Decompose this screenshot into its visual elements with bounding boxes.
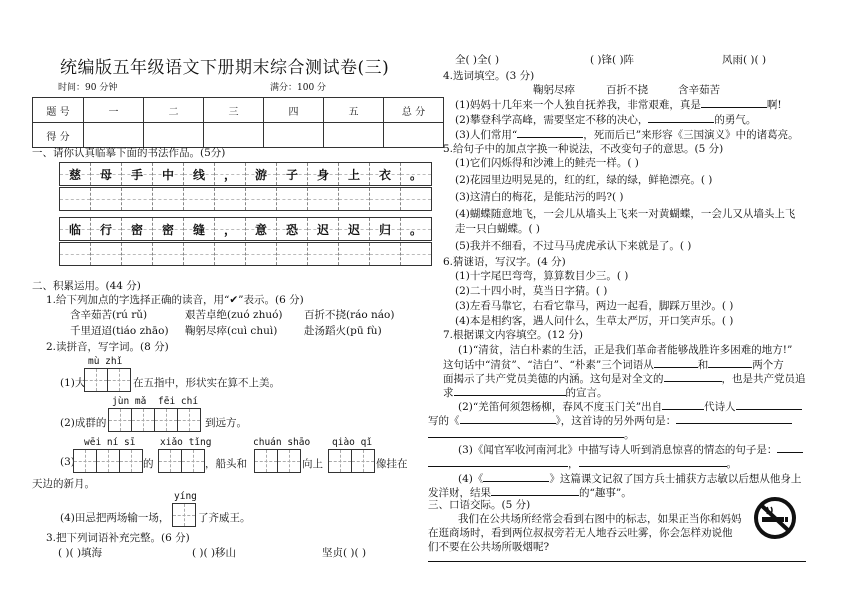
answer-blank[interactable]	[736, 398, 802, 410]
answer-blank[interactable]	[654, 356, 698, 368]
q4-3-text: (3)人们常用“ ，死而后已”来形容《三国演义》中的诸葛亮。	[455, 126, 799, 142]
oral-prompt: 我们在公共场所经常会看到右图中的标志，如果正当你和妈妈	[458, 513, 742, 525]
q7-prompt: 7.根据课文内容填空。(12 分)	[443, 329, 583, 341]
q5-item[interactable]: (1)它们闪烁得和沙滩上的鲑壳一样。( )	[455, 157, 639, 169]
q5-item[interactable]: 走一只白蝴蝶。( )	[455, 223, 541, 235]
pinyin-hint: mù zhǐ	[88, 356, 123, 367]
score-header-cell: 总 分	[384, 98, 444, 123]
calligraphy-char: 母	[91, 163, 122, 185]
q2-4-text: (4)田忌把两场输一场，	[60, 512, 170, 524]
q4-prompt: 4.选词填空。(3 分)	[443, 70, 535, 82]
score-header-cell: 题 号	[33, 98, 84, 123]
calligraphy-char: 上	[339, 163, 370, 185]
calligraphy-char: 缝	[184, 218, 215, 240]
answer-blank[interactable]	[428, 455, 568, 467]
answer-blank[interactable]	[662, 398, 704, 410]
write-box[interactable]	[73, 449, 143, 473]
pinyin-choice[interactable]: 艰苦卓绝(zuó zhuó)	[185, 309, 283, 321]
riddle-item[interactable]: (3)左看马靠它，右看它靠马，两边一起看，脚踩万里沙。( )	[455, 300, 734, 312]
write-box[interactable]	[108, 408, 201, 432]
answer-blank[interactable]	[517, 126, 583, 138]
idiom-blank[interactable]: 风雨( )( )	[722, 54, 767, 66]
oral-prompt: 在逛商场时，看到两位叔叔旁若无人地吞云吐雾，你会怎样劝说他	[428, 527, 733, 539]
calligraphy-char: 密	[153, 218, 184, 240]
q2-3-text: 像挂在	[376, 458, 408, 470]
calligraphy-line-2	[59, 217, 432, 241]
q2-4-text: 了齐威王。	[198, 512, 251, 524]
q2-3-text: 向上	[302, 458, 323, 470]
q1-prompt: 1.给下列加点的字选择正确的读音，用“✔”表示。(6 分)	[46, 294, 304, 306]
calligraphy-char: 意	[246, 218, 277, 240]
q2-2-text: (2)成群的	[60, 417, 107, 429]
answer-blank[interactable]	[491, 484, 579, 496]
q7-2-text: 写的《 》，这首诗的另外两句是：	[428, 412, 792, 428]
calligraphy-char: 。	[401, 218, 431, 240]
q7-1-text: 这句话中“清贫”、“洁白”、“朴素”三个词语从 和 两个方	[443, 356, 784, 372]
q7-1-text: 面揭示了共产党员美德的内涵。这句是对全文的 ，也是共产党员追	[443, 370, 806, 386]
q5-prompt: 5.给句子中的加点字换一种说法，不改变句子的意思。(5 分)	[443, 143, 724, 155]
q5-item[interactable]: (2)花园里边明晃晃的，红的红，绿的绿，鲜艳漂亮。( )	[455, 174, 713, 186]
pinyin-hint: yíng	[174, 491, 197, 502]
calligraphy-char: 游	[246, 163, 277, 185]
q7-4-text: (4)《 》这篇课文记叙了国方兵士捕获方志敏以后想从他身上	[458, 470, 801, 486]
section-3-heading: 三、口语交际。(5 分)	[428, 499, 531, 511]
idiom-blank[interactable]: ( )( )填海	[58, 547, 103, 559]
calligraphy-char: 密	[122, 218, 153, 240]
q2-prompt: 2.读拼音，写字词。(8 分)	[46, 341, 169, 353]
page-title: 统编版五年级语文下册期末综合测试卷(三)	[60, 58, 390, 78]
q7-3-text: (3)《闻官军收河南河北》中描写诗人听到消息惊喜的情态的句子是：	[458, 441, 803, 457]
pinyin-choice[interactable]: 鞠躬尽瘁(cuì chuì)	[185, 325, 278, 337]
word-option: 百折不挠	[606, 84, 648, 96]
score-header-cell: 三	[204, 98, 264, 123]
calligraphy-char: 归	[370, 218, 401, 240]
idiom-blank[interactable]: 全( )全( )	[455, 54, 500, 66]
pinyin-choice[interactable]: 百折不挠(ráo náo)	[304, 309, 395, 321]
answer-blank[interactable]	[701, 96, 767, 108]
q3-prompt: 3.把下列词语补充完整。(6 分)	[46, 532, 190, 544]
answer-blank[interactable]	[777, 441, 803, 453]
riddle-item[interactable]: (2)二十四小时，莫当日字猜。( )	[455, 285, 608, 297]
pinyin-choice[interactable]: 千里迢迢(tiáo zhāo)	[70, 325, 169, 337]
calligraphy-char: ，	[215, 218, 246, 240]
score-header-cell: 五	[324, 98, 384, 123]
q7-2-text: (2)“羌笛何须怨杨柳，春风不度玉门关”出自 代诗人	[458, 398, 802, 414]
score-input-cell[interactable]	[324, 123, 384, 148]
score-header-cell: 二	[144, 98, 204, 123]
score-input-cell[interactable]	[264, 123, 324, 148]
answer-blank[interactable]	[708, 356, 752, 368]
answer-blank[interactable]	[579, 455, 727, 467]
q2-3-text: 天边的新月。	[32, 478, 95, 490]
answer-blank[interactable]	[428, 426, 624, 438]
answer-blank[interactable]	[483, 470, 549, 482]
q6-prompt: 6.猜谜语，写汉字。(4 分)	[443, 256, 566, 268]
calligraphy-char: 行	[91, 218, 122, 240]
answer-line[interactable]	[428, 561, 806, 562]
answer-blank[interactable]	[460, 412, 556, 424]
riddle-item[interactable]: (4)本是相约客，遇人问什么，生草太严厉，开口笑声乐。( )	[455, 315, 734, 327]
q5-item: (4)蝴蝶随意地飞，一会儿从墙头上飞来一对黄蝴蝶，一会儿又从墙头上飞	[455, 208, 796, 220]
calligraphy-char: 迟	[308, 218, 339, 240]
score-input-cell[interactable]	[384, 123, 444, 148]
score-table	[32, 97, 444, 148]
calligraphy-char: 手	[122, 163, 153, 185]
calligraphy-practice-1[interactable]	[59, 187, 432, 211]
q2-1-text: 在五指中，形状实在算不上美。	[133, 377, 280, 389]
section-2-heading: 二、积累运用。(44 分)	[32, 280, 141, 292]
idiom-blank[interactable]: 坚贞( )( )	[322, 547, 367, 559]
word-option: 鞠躬尽瘁	[533, 84, 575, 96]
pinyin-hint: wēi ní sī	[84, 437, 136, 448]
calligraphy-char: 子	[277, 163, 308, 185]
calligraphy-char: 中	[153, 163, 184, 185]
calligraphy-line-1	[59, 162, 432, 186]
q7-4-text: 发洋财，结果 的“趣事”。	[428, 484, 632, 500]
calligraphy-char: 迟	[339, 218, 370, 240]
pinyin-hint: qiào qǐ	[332, 437, 373, 448]
calligraphy-char: 慈	[60, 163, 91, 185]
idiom-blank[interactable]: ( )( )移山	[192, 547, 237, 559]
score-input-cell[interactable]	[204, 123, 264, 148]
idiom-blank[interactable]: ( )锋( )阵	[590, 54, 635, 66]
pinyin-hint: chuán shāo	[253, 437, 311, 448]
q2-3-text: 的	[143, 458, 154, 470]
q4-1-text: (1)妈妈十几年来一个人独自抚养我，非常艰难，真是 啊!	[455, 96, 782, 112]
calligraphy-char: 线	[184, 163, 215, 185]
calligraphy-char: 。	[401, 163, 431, 185]
score-input-cell[interactable]	[84, 123, 144, 148]
q2-1-text: (1)大	[60, 377, 86, 389]
score-header-cell: 四	[264, 98, 324, 123]
q7-3-text: ， 。	[428, 455, 737, 471]
score-input-cell[interactable]	[144, 123, 204, 148]
calligraphy-char: 身	[308, 163, 339, 185]
write-box[interactable]	[254, 449, 301, 473]
answer-blank[interactable]	[454, 384, 566, 396]
no-smoking-icon	[753, 496, 797, 540]
q5-item[interactable]: (3)这清白的梅花，是能玷污的吗?( )	[455, 191, 624, 203]
oral-prompt: 们不要在公共场所吸烟呢?	[428, 541, 550, 553]
score-row-label: 得 分	[33, 123, 84, 148]
q7-1-text: (1)“清贫，洁白朴素的生活，正是我们革命者能够战胜许多困难的地方!”	[458, 344, 793, 356]
answer-blank[interactable]	[664, 370, 722, 382]
pinyin-hint: jùn mǎ	[112, 396, 147, 407]
word-option: 含辛茹苦	[678, 84, 720, 96]
write-box[interactable]	[158, 449, 205, 473]
pinyin-hint: fēi chí	[158, 396, 199, 407]
calligraphy-char: 临	[60, 218, 91, 240]
q7-1-text: 求 的宣言。	[443, 384, 608, 400]
score-header-cell: 一	[84, 98, 144, 123]
q4-2-text: (2)攀登科学高峰，需要坚定不移的决心， 的勇气。	[455, 111, 756, 127]
answer-blank[interactable]	[648, 111, 714, 123]
exam-time: 时间：90 分钟	[58, 83, 118, 93]
q2-3-text: ，船头和	[205, 458, 247, 470]
section-1-heading: 一、请你认真临摹下面的书法作品。(5分)	[32, 147, 226, 159]
write-box[interactable]	[172, 503, 196, 527]
q2-2-text: 到远方。	[205, 417, 247, 429]
calligraphy-char: 恐	[277, 218, 308, 240]
pinyin-choice[interactable]: 赴汤蹈火(pū fù)	[304, 325, 382, 337]
calligraphy-practice-2[interactable]	[59, 242, 432, 266]
calligraphy-char: 衣	[370, 163, 401, 185]
q7-2-text: 。	[428, 426, 635, 442]
write-box[interactable]	[84, 368, 131, 392]
riddle-item[interactable]: (1)十字尾巴弯弯，算算数目少三。( )	[455, 270, 629, 282]
write-box[interactable]	[328, 449, 375, 473]
q2-3-text: (3)	[60, 456, 75, 468]
q5-item[interactable]: (5)我并不细看，不过马马虎虎承认下来就是了。( )	[455, 240, 692, 252]
pinyin-choice[interactable]: 含辛茹苦(rú rǔ)	[70, 309, 148, 321]
answer-blank[interactable]	[676, 412, 792, 424]
full-score: 满分：100 分	[270, 83, 327, 93]
calligraphy-char: ，	[215, 163, 246, 185]
pinyin-hint: xiǎo tǐng	[160, 437, 212, 448]
